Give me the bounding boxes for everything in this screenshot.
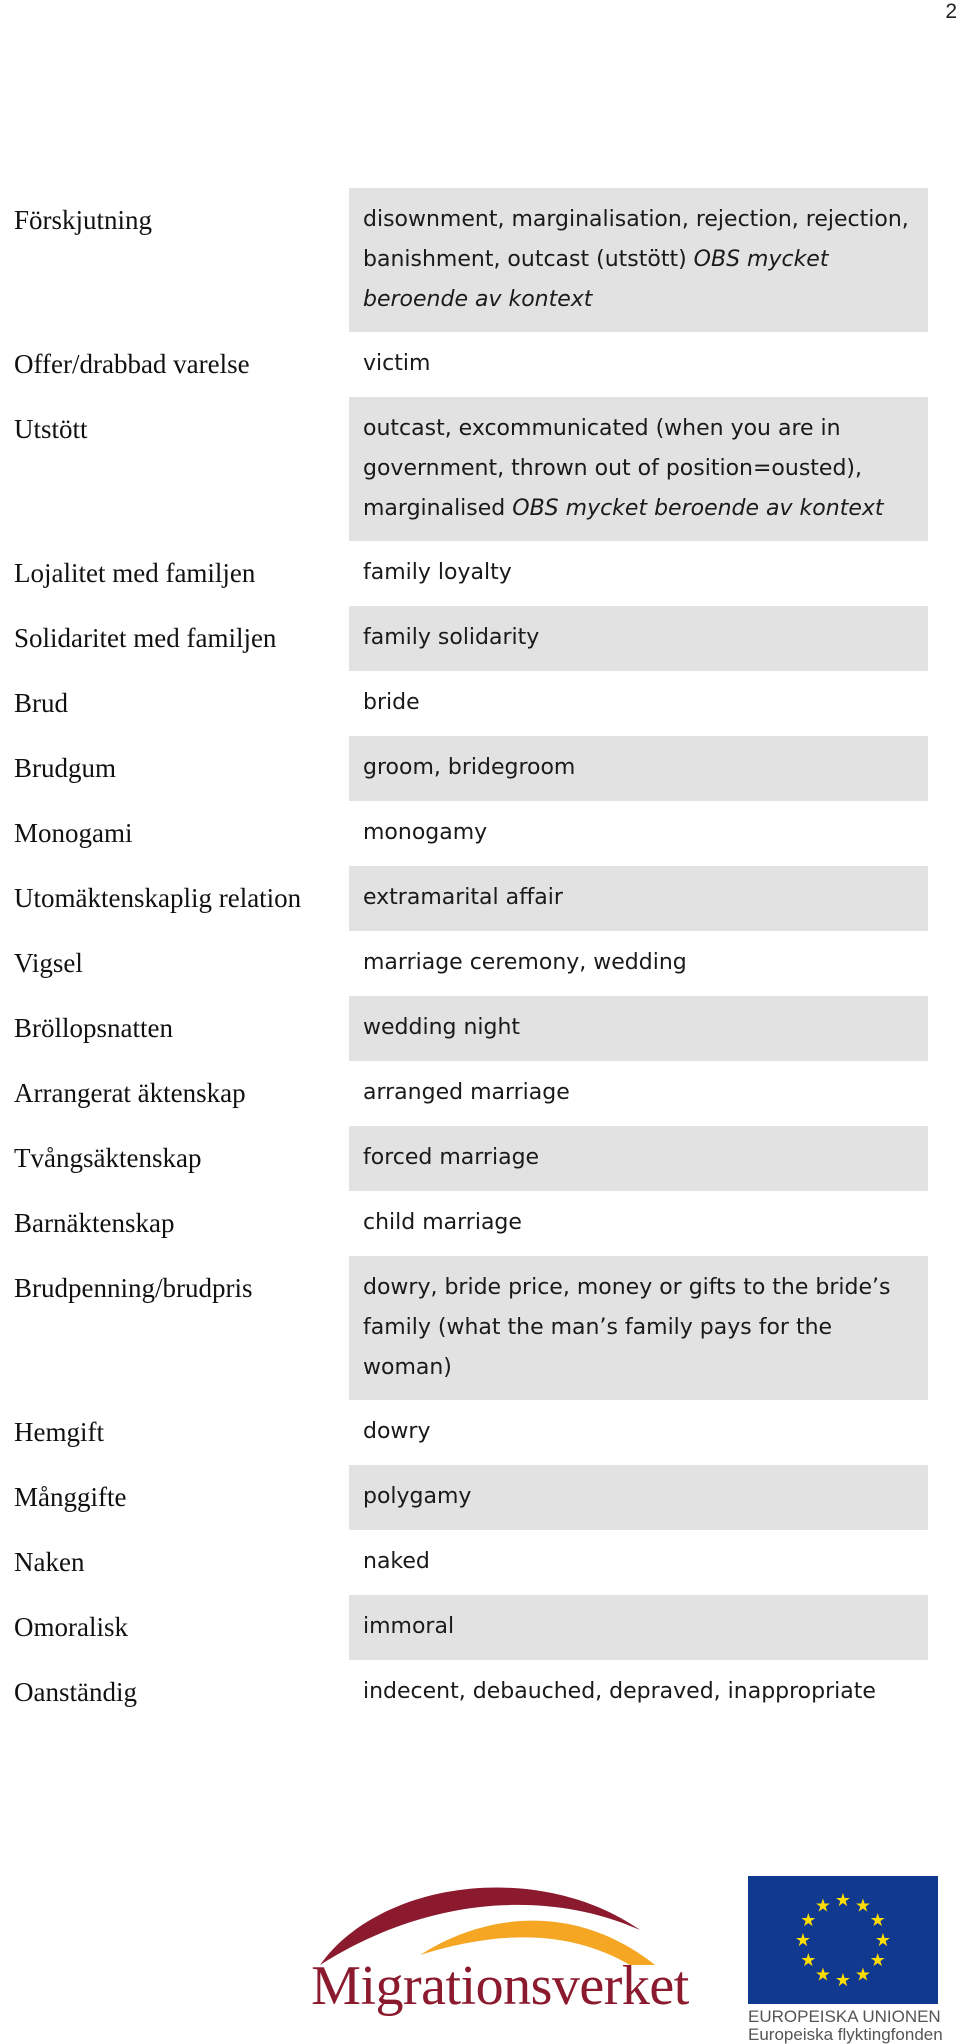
migrationsverket-arc-icon — [310, 1870, 690, 1965]
english-translation — [349, 931, 928, 996]
glossary-row — [0, 801, 928, 866]
swedish-term: Brudpenning/brudpris — [14, 1273, 253, 1303]
eu-star-icon: ★ — [794, 1930, 812, 1950]
english-translation — [349, 188, 928, 332]
eu-star-icon: ★ — [814, 1964, 832, 1985]
eu-caption-line2: Europeiska flyktingfonden — [748, 2025, 943, 2044]
glossary-row — [0, 606, 928, 671]
english-translation — [349, 332, 928, 397]
translation-text: victim — [363, 351, 431, 376]
translation-text: family loyalty — [363, 560, 512, 585]
swedish-term: Naken — [14, 1547, 85, 1577]
translation-text: immoral — [363, 1614, 455, 1639]
eu-star-icon: ★ — [800, 1950, 817, 1970]
glossary-body — [0, 188, 928, 1725]
swedish-term: Utomäktenskaplig relation — [14, 883, 302, 913]
swedish-term: Brudgum — [14, 753, 117, 783]
glossary-row — [0, 1595, 928, 1660]
english-translation — [349, 1465, 928, 1530]
swedish-term: Förskjutning — [14, 205, 153, 235]
glossary-row — [0, 866, 928, 931]
swedish-term: Hemgift — [14, 1417, 104, 1447]
english-translation — [349, 397, 928, 541]
english-translation — [349, 671, 928, 736]
eu-star-icon: ★ — [854, 1964, 872, 1985]
swedish-term: Lojalitet med familjen — [14, 558, 256, 588]
glossary-row — [0, 1400, 928, 1465]
glossary-row — [0, 671, 928, 736]
translation-text: child marriage — [363, 1210, 522, 1235]
glossary-row — [0, 1061, 928, 1126]
english-translation — [349, 1530, 928, 1595]
eu-flag — [748, 1876, 938, 2004]
page-number: 2 — [945, 0, 957, 23]
english-translation — [349, 1660, 928, 1725]
eu-star-icon: ★ — [834, 1890, 852, 1910]
swedish-term: Vigsel — [14, 948, 83, 978]
translation-text: naked — [363, 1549, 430, 1574]
eu-star-icon: ★ — [854, 1895, 872, 1916]
glossary-table — [0, 188, 928, 1725]
translation-text: wedding night — [363, 1015, 521, 1040]
migrationsverket-logo — [310, 1870, 690, 2020]
translation-text: polygamy — [363, 1484, 472, 1509]
glossary-row — [0, 1530, 928, 1595]
english-translation — [349, 996, 928, 1061]
glossary-row — [0, 931, 928, 996]
glossary-row — [0, 736, 928, 801]
english-translation — [349, 1061, 928, 1126]
swedish-term: Utstött — [14, 414, 88, 444]
eu-star-icon: ★ — [834, 1970, 852, 1990]
eu-caption — [748, 2008, 948, 2044]
glossary-row — [0, 541, 928, 606]
footer — [0, 1870, 960, 2043]
glossary-row — [0, 332, 928, 397]
translation-text: forced marriage — [363, 1145, 540, 1170]
context-note: OBS mycket beroende av kontext — [512, 496, 884, 521]
english-translation — [349, 1126, 928, 1191]
glossary-row — [0, 1465, 928, 1530]
translation-text: arranged marriage — [363, 1080, 570, 1105]
eu-caption-line1: EUROPEISKA UNIONEN — [748, 2007, 941, 2026]
translation-text: dowry, bride price, money or gifts to the bride’s family (what the man’s family pays for the woman) — [363, 1275, 891, 1380]
glossary-row — [0, 996, 928, 1061]
translation-text: indecent, debauched, depraved, inappropriate — [363, 1679, 876, 1704]
swedish-term: Solidaritet med familjen — [14, 623, 277, 653]
eu-star-icon: ★ — [800, 1910, 817, 1930]
swedish-term: Tvångsäktenskap — [14, 1143, 202, 1173]
eu-star-icon: ★ — [869, 1950, 886, 1970]
translation-text: dowry — [363, 1419, 431, 1444]
glossary-row — [0, 1126, 928, 1191]
translation-text: family solidarity — [363, 625, 540, 650]
english-translation — [349, 866, 928, 931]
english-translation — [349, 736, 928, 801]
translation-text: outcast, excommunicated (when you are in government, thrown out of position=ousted), marginalised — [363, 416, 862, 521]
translation-text: marriage ceremony, wedding — [363, 950, 687, 975]
translation-text: disownment, marginalisation, rejection, rejection, banishment, outcast (utstött) — [363, 207, 909, 272]
eu-star-icon: ★ — [874, 1930, 892, 1950]
english-translation — [349, 801, 928, 866]
glossary-row — [0, 397, 928, 541]
translation-text: extramarital affair — [363, 885, 563, 910]
swedish-term: Oanständig — [14, 1677, 137, 1707]
translation-text: monogamy — [363, 820, 488, 845]
migrationsverket-wordmark: Migrationsverket — [311, 1955, 689, 2017]
swedish-term: Omoralisk — [14, 1612, 128, 1642]
english-translation — [349, 606, 928, 671]
glossary-row — [0, 1660, 928, 1725]
swedish-term: Månggifte — [14, 1482, 127, 1512]
translation-text: groom, bridegroom — [363, 755, 576, 780]
eu-stars-icon — [748, 1876, 938, 2004]
translation-text: bride — [363, 690, 420, 715]
english-translation — [349, 1191, 928, 1256]
context-note: OBS mycket beroende av kontext — [363, 247, 829, 312]
glossary-row — [0, 188, 928, 332]
eu-star-icon: ★ — [814, 1895, 832, 1916]
english-translation — [349, 1256, 928, 1400]
eu-star-icon: ★ — [869, 1910, 886, 1930]
glossary-row — [0, 1191, 928, 1256]
swedish-term: Arrangerat äktenskap — [14, 1078, 246, 1108]
swedish-term: Brud — [14, 688, 68, 718]
swedish-term: Bröllopsnatten — [14, 1013, 173, 1043]
swedish-term: Offer/drabbad varelse — [14, 349, 250, 379]
english-translation — [349, 1595, 928, 1660]
swedish-term: Monogami — [14, 818, 133, 848]
swedish-term: Barnäktenskap — [14, 1208, 175, 1238]
english-translation — [349, 541, 928, 606]
glossary-row — [0, 1256, 928, 1400]
english-translation — [349, 1400, 928, 1465]
